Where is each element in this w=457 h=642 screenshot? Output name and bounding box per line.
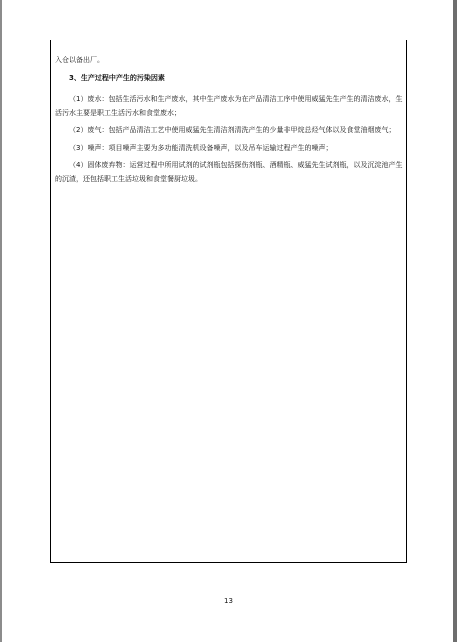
noise-paragraph: （3）噪声：项目噪声主要为多功能清洗机设备噪声，以及吊车运输过程产生的噪声； bbox=[69, 143, 333, 152]
content-frame bbox=[50, 40, 407, 563]
viewer-left-edge bbox=[0, 0, 2, 642]
exhaust-paragraph: （2）废气：包括产品清洁工艺中使用威猛先生清洁剂清洗产生的少量非甲烷总烃气体以及食堂油烟废气； bbox=[69, 126, 396, 134]
page-number: 13 bbox=[224, 597, 233, 605]
solid-waste-paragraph: （4）固体废弃物：运营过程中所用试剂的试剂瓶包括探伤剂瓶、酒精瓶、威猛先生试剂瓶，以及沉淀池产生的沉渣，还包括职工生活垃圾和食堂餐厨垃圾。 bbox=[55, 161, 403, 183]
body-text bbox=[55, 54, 403, 186]
wastewater-paragraph: （1）废水：包括生活污水和生产废水，其中生产废水为在产品清洁工序中使用威猛先生产生的清洁废水，生活污水主要是职工生活污水和食堂废水； bbox=[55, 95, 403, 117]
section-heading: 3、生产过程中产生的污染因素 bbox=[69, 73, 165, 82]
viewer-right-edge bbox=[453, 0, 457, 642]
intro-line: 入仓以备出厂。 bbox=[55, 56, 104, 64]
